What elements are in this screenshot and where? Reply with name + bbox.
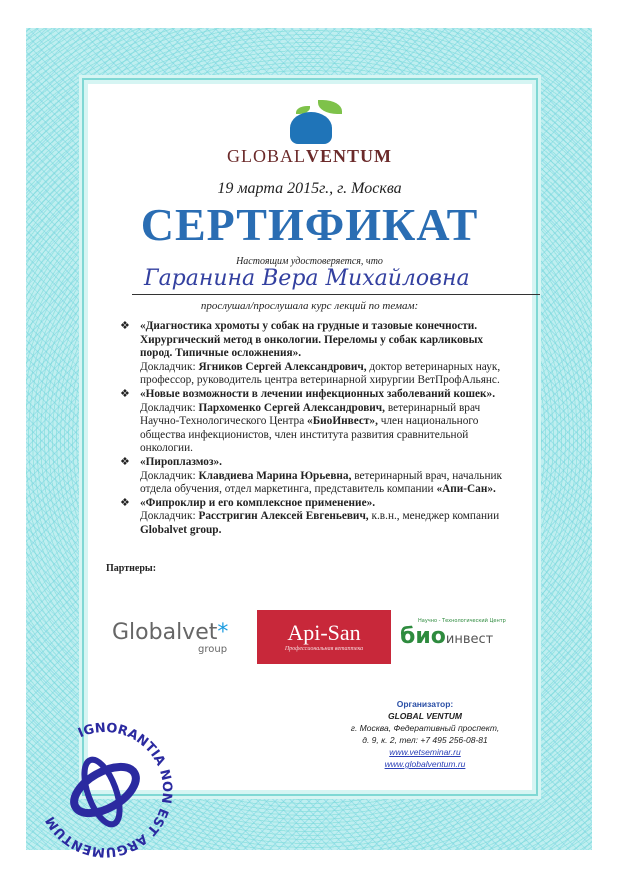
speaker-label: Докладчик: bbox=[140, 469, 196, 482]
diamond-bullet-icon: ❖ bbox=[120, 496, 130, 509]
speaker-details-bold: «Апи-Сан». bbox=[436, 483, 496, 496]
attended-text: прослушал/прослушала курс лекций по темам: bbox=[200, 300, 419, 312]
diamond-bullet-icon: ❖ bbox=[120, 455, 130, 468]
brand-logo: GLOBALVENTUM bbox=[227, 146, 392, 166]
topic-title: «Новые возможности в лечении инфекционных заболеваний кошек». bbox=[140, 387, 496, 400]
asterisk-icon: * bbox=[217, 620, 229, 645]
bioinvest-name: био bbox=[400, 624, 446, 649]
date-place: 19 марта 2015г., г. Москва bbox=[217, 180, 402, 197]
list-item bbox=[118, 320, 518, 388]
svg-text:IGNORANTIA NON EST ARGUMENTUM: IGNORANTIA NON EST ARGUMENTUM bbox=[43, 720, 175, 860]
diamond-bullet-icon: ❖ bbox=[120, 320, 130, 332]
speaker-details: доктор ветеринарных наук, профессор, руководитель центра ветеринарной хирургии ВетПрофАльянс. bbox=[140, 360, 501, 387]
partners-label: Партнеры: bbox=[106, 563, 157, 574]
topic-title: «Диагностика хромоты у собак на грудные и тазовые конечности. Хирургический метод в онкологии. Переломы у собак карликовых пород. Типичные осложнения». bbox=[140, 320, 484, 360]
speaker-name: Пархоменко Сергей Александрович, bbox=[198, 401, 385, 414]
speaker-details-bold: Globalvet group. bbox=[140, 523, 222, 536]
speaker-label: Докладчик: bbox=[140, 401, 196, 414]
certify-text: Настоящим удостоверяется, что bbox=[236, 256, 383, 267]
speaker-label: Докладчик: bbox=[140, 360, 196, 373]
organizer-address: г. Москва, Федеративный проспект, bbox=[350, 723, 500, 733]
list-item bbox=[118, 497, 518, 538]
speaker-details: к.в.н., менеджер компании bbox=[371, 510, 500, 523]
speaker-details-bold: «БиоИнвест», bbox=[307, 415, 378, 428]
list-item bbox=[118, 456, 518, 497]
globalvet-sub: group bbox=[198, 644, 228, 655]
link-vetseminar[interactable]: www.vetseminar.ru bbox=[389, 747, 461, 757]
speaker-label: Докладчик: bbox=[140, 510, 196, 523]
apisan-sub: Профессиональная ветаптека bbox=[284, 646, 364, 652]
partner-logo-globalvet bbox=[112, 620, 229, 655]
speaker-details: ветеринарный врач Научно-Технологического Центра bbox=[140, 401, 481, 428]
certificate-title: СЕРТИФИКАТ bbox=[140, 199, 479, 250]
speaker-name: Клавдиева Марина Юрьевна, bbox=[198, 469, 352, 482]
speaker-details: член национального общества инфекционистов, член института развития сравнительной онкологии. bbox=[140, 415, 479, 455]
list-item bbox=[118, 388, 518, 456]
link-globalventum[interactable]: www.globalventum.ru bbox=[384, 759, 466, 769]
organizer-block bbox=[330, 698, 520, 770]
partner-logo-apisan bbox=[257, 610, 391, 664]
speaker-details: ветеринарный врач, начальник отдела обучения, отдел маркетинга, представитель компании bbox=[140, 469, 503, 496]
speaker-name: Ягников Сергей Александрович, bbox=[198, 360, 367, 373]
speaker-name: Расстригин Алексей Евгеньевич, bbox=[198, 510, 369, 523]
topic-title: «Фипроклир и его комплексное применение». bbox=[140, 496, 376, 509]
organizer-label: Организатор: bbox=[396, 699, 454, 709]
topic-title: «Пироплазмоз». bbox=[140, 455, 222, 468]
topics-list bbox=[118, 320, 518, 538]
globalvet-name: Globalvet bbox=[112, 620, 218, 645]
organizer-name: GLOBAL VENTUM bbox=[388, 711, 462, 721]
organizer-phone: д. 9, к. 2, тел: +7 495 256-08-81 bbox=[362, 735, 488, 745]
logo-apple-icon bbox=[290, 112, 332, 144]
bioinvest-name2: инвест bbox=[445, 632, 494, 647]
recipient-name: Гаранина Вера Михайловна bbox=[132, 266, 540, 295]
diamond-bullet-icon: ❖ bbox=[120, 387, 130, 400]
seal-stamp bbox=[30, 720, 180, 860]
bioinvest-sub: Научно - Технологический Центр bbox=[418, 618, 506, 624]
apisan-name: Api-San bbox=[287, 620, 361, 645]
